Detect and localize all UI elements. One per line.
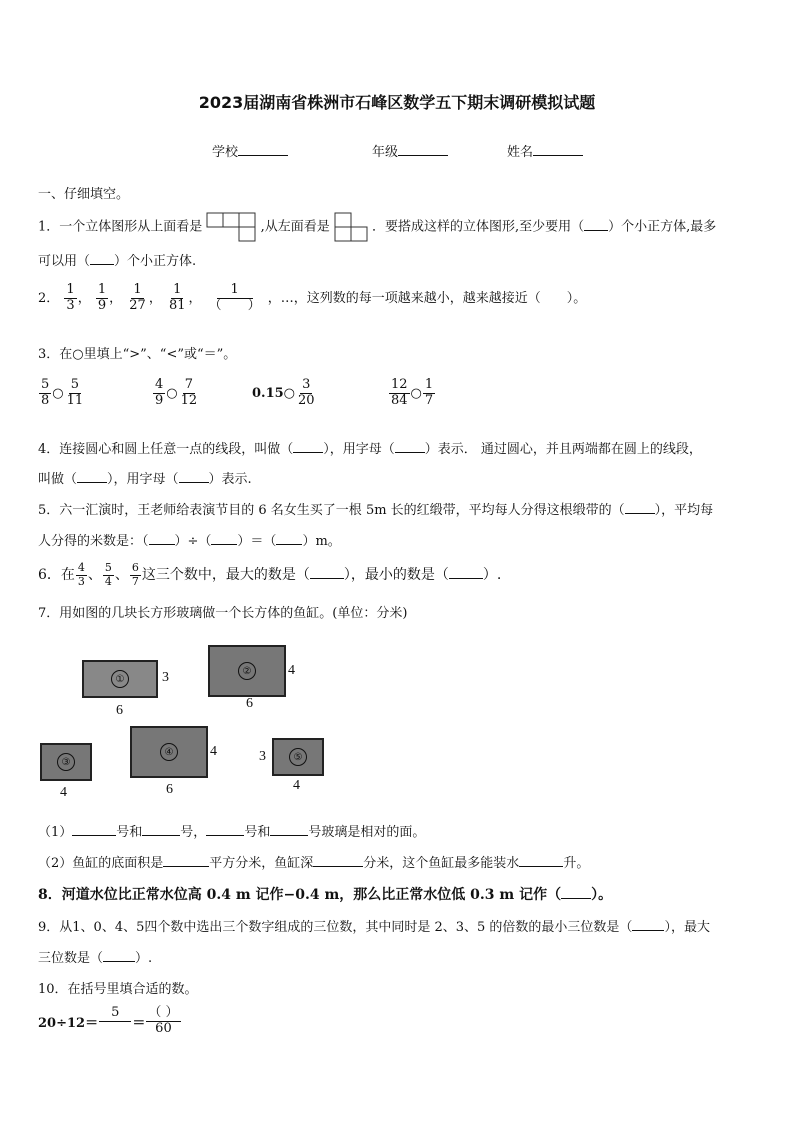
question-7-sub2: （2）鱼缸的底面积是 平方分米，鱼缸深 分米，这个鱼缸最多能装水 升。	[38, 856, 590, 871]
glass-2-width: 6	[246, 696, 253, 711]
compare-item-3[interactable]: 0.15○ $\frac{3}{20}$	[252, 377, 315, 408]
question-4: 4．连接圆心和圆上任意一点的线段，叫做（ ），用字母（ ）表示． 通过圆心，并且两端都在圆上的线段，	[38, 442, 702, 457]
glass-piece-3: ③	[40, 743, 92, 781]
glass-4-width: 6	[166, 782, 173, 797]
compare-item-4[interactable]: $\frac{12}{84}$ ○ $\frac{1}{7}$	[391, 377, 434, 408]
question-5-cont: 人分得的米数是：（ ）÷（ ）＝（ ）m。	[38, 534, 341, 549]
question-9: 9．从1、0、4、5四个数中选出三个数字组成的三位数，其中同时是 2、3、5 的倍数的最小三位数是（ ），最大	[38, 920, 710, 935]
glass-piece-1: ①	[82, 660, 158, 698]
left-view-figure	[334, 212, 368, 242]
school-field[interactable]: 学校	[212, 141, 288, 160]
question-10: 10．在括号里填合适的数。	[38, 982, 198, 997]
glass-1-height: 3	[162, 670, 169, 685]
glass-5-width: 4	[293, 778, 300, 793]
question-4-cont: 叫做（ ），用字母（ ）表示.	[38, 472, 252, 487]
question-8: 8．河道水位比正常水位高 0.4 m 记作−0.4 m，那么比正常水位低 0.3 m 记作（ ）。	[38, 887, 613, 903]
grade-field[interactable]: 年级	[372, 141, 448, 160]
question-5: 5．六一汇演时，王老师给表演节目的 6 名女生买了一根 5m 长的红缎带，平均每人分得这根缎带的（ ），平均每	[38, 503, 714, 518]
section-heading: 一、仔细填空。	[38, 187, 130, 202]
name-field[interactable]: 姓名	[507, 141, 583, 160]
question-3: 3．在○里填上“>”、“<”或“＝”。	[38, 347, 237, 362]
compare-item-1[interactable]: $\frac{5}{8}$ ○ $\frac{5}{11}$	[41, 377, 84, 408]
glass-2-height: 4	[288, 663, 295, 678]
top-view-figure	[206, 212, 256, 242]
glass-piece-4: ④	[130, 726, 208, 778]
question-10-equation: 20÷12＝ 5 ＝ $\frac{( )}{60}$	[38, 1005, 179, 1036]
question-7-sub1: （1） 号和 号， 号和 号玻璃是相对的面。	[38, 825, 426, 840]
glass-3-width: 4	[60, 785, 67, 800]
question-7: 7．用如图的几块长方形玻璃做一个长方体的鱼缸。(单位：分米)	[38, 606, 408, 621]
glass-piece-2: ②	[208, 645, 286, 697]
glass-4-height: 4	[210, 744, 217, 759]
glass-piece-5: ⑤	[272, 738, 324, 776]
glass-1-width: 6	[116, 703, 123, 718]
question-9-cont: 三位数是（ ）.	[38, 951, 153, 966]
compare-item-2[interactable]: $\frac{4}{9}$ ○ $\frac{7}{12}$	[155, 377, 198, 408]
glass-5-height: 3	[259, 749, 266, 764]
question-2: 2． $\frac{1}{3}$ ， $\frac{1}{9}$ ， $\frac{1}{27}$ ， $\frac{1}{81}$ ， $\frac{1}{( )}$ ，…，这列数的每一项越来越小，越来越接近（ ）。	[38, 282, 587, 313]
page-title: 2023届湖南省株洲市石峰区数学五下期末调研模拟试题	[198, 93, 596, 112]
question-1-cont: 可以用（ ）个小正方体.	[38, 254, 197, 269]
question-1: 1．一个立体图形从上面看是 ,从左面看是 ．要搭成这样的立体图形,至少要用（ ）个小正方体,最多	[38, 212, 716, 242]
question-6: 6．在 $\frac{4}{3}$ 、 $\frac{5}{4}$ 、 $\frac{6}{7}$ 这三个数中，最大的数是（ ），最小的数是（ ）.	[38, 561, 502, 588]
